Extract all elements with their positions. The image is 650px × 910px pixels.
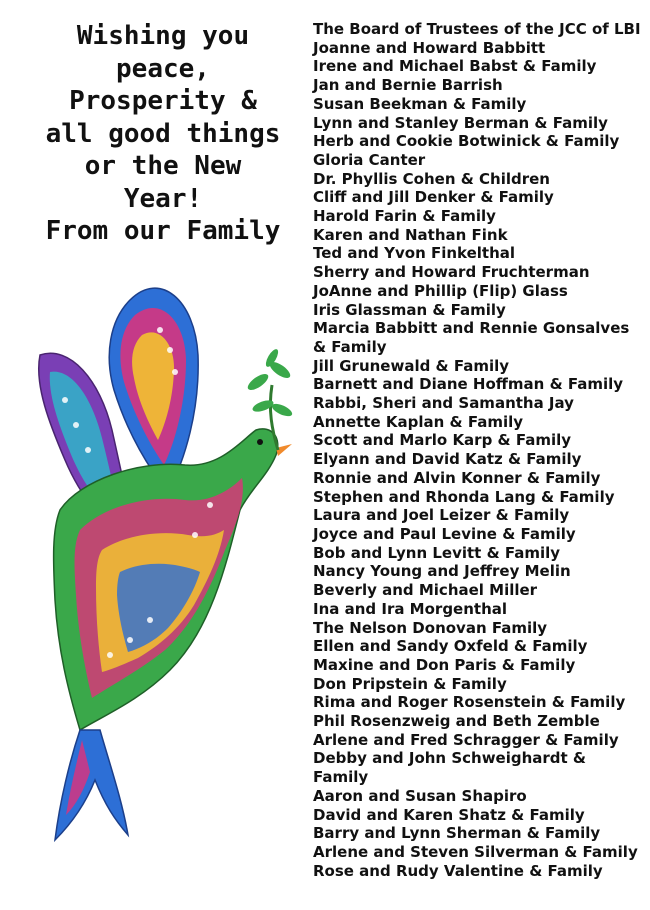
list-item: Lynn and Stanley Berman & Family — [313, 113, 608, 132]
list-item: Sherry and Howard Fruchterman — [313, 263, 590, 282]
list-item: Jill Grunewald & Family — [313, 356, 510, 375]
greeting-line: peace, — [116, 53, 210, 84]
list-item: The Board of Trustees of the JCC of LBI — [313, 20, 641, 38]
greeting-line: Wishing you — [76, 21, 250, 51]
list-item: Joyce and Paul Levine & Family — [313, 524, 576, 543]
list-item: Arlene and Steven Silverman & Family — [313, 842, 638, 861]
list-item: Phil Rosenzweig and Beth Zemble — [313, 712, 600, 731]
list-item: Karen and Nathan Fink — [313, 225, 508, 244]
list-item: Scott and Marlo Karp & Family — [313, 431, 572, 450]
list-item: Iris Glassman & Family — [313, 300, 506, 319]
list-item: Debby and John Schweighardt & Family — [313, 749, 587, 787]
list-item: Don Pripstein & Family — [313, 674, 507, 693]
list-item: Ted and Yvon Finkelthal — [313, 244, 516, 263]
list-item: Rose and Rudy Valentine & Family — [313, 861, 603, 880]
list-item: JoAnne and Phillip (Flip) Glass — [313, 281, 568, 300]
list-item: Barnett and Diane Hoffman & Family — [313, 375, 624, 394]
list-item: Laura and Joel Leizer & Family — [313, 506, 570, 525]
dove-illustration — [10, 260, 295, 890]
greeting-message — [28, 20, 298, 248]
list-item: Susan Beekman & Family — [313, 94, 527, 113]
list-item: David and Karen Shatz & Family — [313, 805, 585, 824]
greeting-line: Prosperity & — [69, 86, 257, 116]
list-item: Stephen and Rhonda Lang & Family — [313, 487, 615, 506]
list-item: Rima and Roger Rosenstein & Family — [313, 693, 626, 712]
list-item: Harold Farin & Family — [313, 207, 496, 226]
list-item: Barry and Lynn Sherman & Family — [313, 824, 601, 843]
donor-names-list — [313, 20, 643, 880]
list-item: Maxine and Don Paris & Family — [313, 655, 576, 674]
list-item: Dr. Phyllis Cohen & Children — [313, 169, 550, 188]
list-item: Ellen and Sandy Oxfeld & Family — [313, 637, 588, 656]
greeting-line: Year! — [123, 183, 203, 214]
greeting-line: or the New — [84, 151, 242, 181]
list-item: Arlene and Fred Schragger & Family — [313, 730, 619, 749]
list-item: Jan and Bernie Barrish — [313, 76, 503, 95]
list-item: Annette Kaplan & Family — [313, 412, 524, 431]
list-item: Bob and Lynn Levitt & Family — [313, 543, 561, 562]
greeting-line: all good things — [45, 118, 281, 149]
list-item: Ina and Ira Morgenthal — [313, 599, 508, 618]
list-item: Cliff and Jill Denker & Family — [313, 188, 554, 207]
list-item: Irene and Michael Babst & Family — [313, 57, 597, 76]
list-item: Nancy Young and Jeffrey Melin — [313, 562, 571, 581]
greeting-line: From our Family — [45, 216, 281, 246]
list-item: The Nelson Donovan Family — [313, 618, 548, 637]
list-item: Rabbi, Sheri and Samantha Jay — [313, 394, 574, 413]
dove-icon — [10, 260, 295, 890]
list-item: Aaron and Susan Shapiro — [313, 786, 527, 805]
list-item: Gloria Canter — [313, 150, 426, 169]
list-item: Elyann and David Katz & Family — [313, 450, 582, 469]
list-item: Herb and Cookie Botwinick & Family — [313, 132, 620, 151]
list-item: Marcia Babbitt and Rennie Gonsalves & Family — [313, 319, 630, 356]
list-item: Beverly and Michael Miller — [313, 581, 538, 600]
list-item: Joanne and Howard Babbitt — [313, 38, 546, 57]
list-item: Ronnie and Alvin Konner & Family — [313, 468, 601, 487]
